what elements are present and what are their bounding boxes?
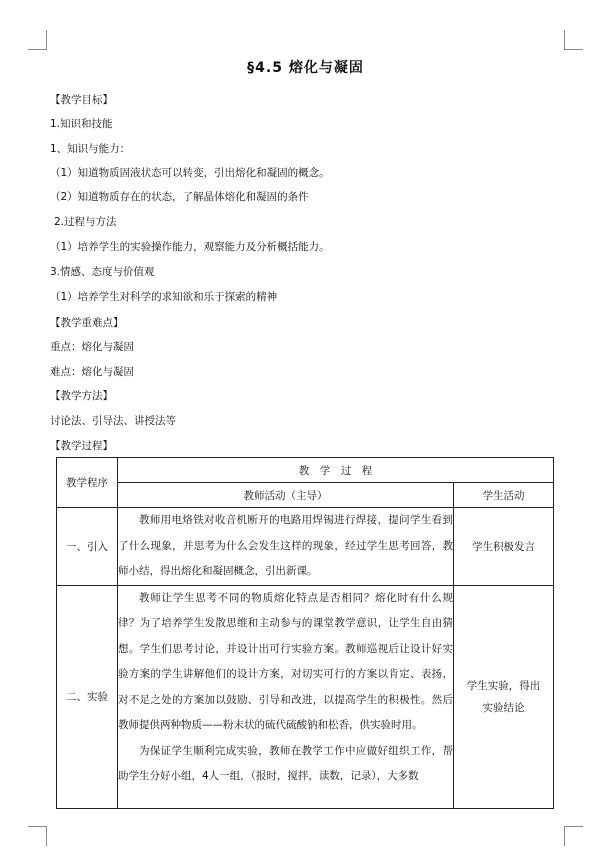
table-subheader-row xyxy=(57,483,554,508)
crop-mark xyxy=(46,826,47,846)
crop-mark xyxy=(564,826,565,846)
crop-mark xyxy=(564,826,583,827)
text-line: （1）培养学生的实验操作能力，观察能力及分析概括能力。 xyxy=(50,241,330,253)
crop-mark xyxy=(46,30,47,50)
section-heading-keypoints: 【教学重难点】 xyxy=(50,317,124,329)
text-line: （1）培养学生对科学的求知欲和乐于探索的精神 xyxy=(50,291,278,303)
stage-label: 一、引入 xyxy=(57,508,118,586)
text-line: 重点：熔化与凝固 xyxy=(50,341,134,353)
section-heading-methods: 【教学方法】 xyxy=(50,390,113,402)
teacher-activity-text: 教师让学生思考不同的物质熔化特点是否相同？熔化时有什么规律？为了培养学生发散思维和主动参与的课堂教学意识，让学生自由猜想。学生们思考讨论，并设计出可行实验方案。教师巡视后让设计好实验方案的学生讲解他们的设计方案，对切实可行的方案以肯定、表扬，对不足之处的方案加以鼓励、引导和改进，以提高学生的积极性。然后教师提供两种物质——粉末状的硫代硫酸钠和松香，供实验时用。 xyxy=(118,591,453,731)
table-header-row xyxy=(57,458,554,483)
student-activity-cell: 学生积极发言 xyxy=(454,508,554,586)
crop-mark xyxy=(28,49,47,50)
text-line: 难点：熔化与凝固 xyxy=(50,366,134,378)
table-row xyxy=(57,508,554,586)
process-table xyxy=(56,457,554,809)
header-teacher-activity: 教师活动（主导） xyxy=(118,483,454,508)
text-line: 1、知识与能力： xyxy=(50,143,131,155)
text-line: （2）知道物质存在的状态，了解晶体熔化和凝固的条件 xyxy=(50,191,309,203)
teacher-activity-text: 教师用电烙铁对收音机断开的电路用焊锡进行焊接，提问学生看到了什么现象，并思考为什么会发生这样的现象，经过学生思考回答，教师小结，得出熔化和凝固概念，引出新课。 xyxy=(118,514,453,577)
header-process: 教 学 过 程 xyxy=(118,458,554,483)
header-student-activity: 学生活动 xyxy=(454,483,554,508)
header-procedure: 教学程序 xyxy=(57,458,118,508)
section-heading-objectives: 【教学目标】 xyxy=(50,94,113,106)
text-line: 2.过程与方法 xyxy=(54,216,117,228)
teacher-activity-cell xyxy=(118,585,454,808)
text-line: 讨论法、引导法、讲授法等 xyxy=(50,415,176,427)
section-heading-process: 【教学过程】 xyxy=(50,440,113,452)
table-row xyxy=(57,585,554,808)
text-line: 3.情感、态度与价值观 xyxy=(50,266,155,278)
teacher-activity-text: 为保证学生顺利完成实验，教师在教学工作中应做好组织工作，帮助学生分好小组，4人一组，（报时，搅拌，读数，记录），大多数 xyxy=(118,744,453,782)
text-line: （1）知道物质固液状态可以转变，引出熔化和凝固的概念。 xyxy=(50,167,330,179)
crop-mark xyxy=(564,30,565,50)
crop-mark xyxy=(28,826,47,827)
page-title: §4.5 熔化与凝固 xyxy=(247,60,364,76)
teacher-activity-cell xyxy=(118,508,454,586)
text-line: 1.知识和技能 xyxy=(50,118,113,130)
crop-mark xyxy=(564,49,583,50)
student-activity-cell: 学生实验，得出实验结论 xyxy=(454,585,554,808)
stage-label: 二、实验 xyxy=(57,585,118,808)
